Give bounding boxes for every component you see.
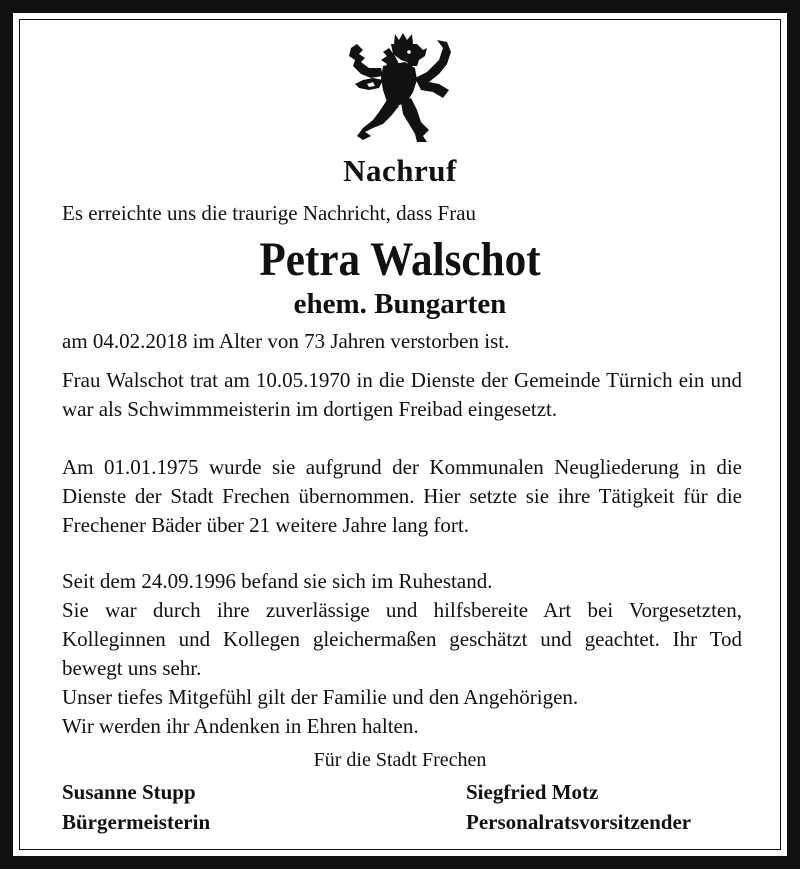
notice-title: Nachruf: [343, 153, 457, 188]
condolence-line: Unser tiefes Mitgefühl gilt der Familie und den Angehörigen.: [62, 685, 579, 709]
closing-line: Für die Stadt Frechen: [313, 749, 487, 771]
career-paragraph-2: Am 01.01.1975 wurde sie aufgrund der Kommunalen Neugliederung in die Dienste der Stadt Frechen übernommen. Hier setzte sie ihre Tätigkeit für die Frechener Bäder über 21 weitere Jahre lang fort.: [62, 455, 742, 537]
signatory-role: Personalratsvorsitzender: [466, 810, 692, 834]
deceased-name: Petra Walschot: [259, 233, 541, 286]
signatory-right: [466, 777, 691, 837]
intro-line: Es erreichte uns die traurige Nachricht, dass Frau: [62, 201, 477, 225]
tribute-paragraph: Sie war durch ihre zuverlässige und hilfsbereite Art bei Vorgesetzten, Kolleginnen und Kollegen gleichermaßen geschätzt und geachtet. Ihr Tod bewegt uns sehr.: [62, 598, 742, 680]
career-paragraph-1: Frau Walschot trat am 10.05.1970 in die Dienste der Gemeinde Türnich ein und war als Schwimmmeisterin im dortigen Freibad eingesetzt.: [62, 368, 742, 421]
lion-rampant-icon: [343, 32, 455, 146]
signatory-role: Bürgermeisterin: [62, 810, 211, 834]
remembrance-line: Wir werden ihr Andenken in Ehren halten.: [62, 714, 419, 738]
maiden-name: ehem. Bungarten: [293, 288, 507, 320]
signatory-name: Susanne Stupp: [62, 780, 196, 804]
retirement-line: Seit dem 24.09.1996 befand sie sich im Ruhestand.: [62, 569, 493, 593]
signatory-name: Siegfried Motz: [466, 780, 599, 804]
signatory-left: [62, 777, 210, 837]
death-line: am 04.02.2018 im Alter von 73 Jahren verstorben ist.: [62, 329, 510, 353]
